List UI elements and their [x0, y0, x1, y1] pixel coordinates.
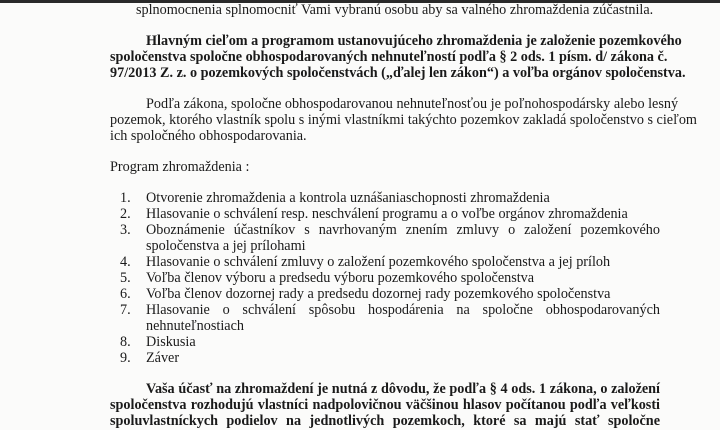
list-item-text: Voľba členov výboru a predsedu výboru pozemkového spoločenstva: [146, 270, 535, 286]
list-item-number: 5.: [120, 270, 131, 286]
para2-line-1: Podľa zákona, spoločne obhospodarovanou nehnuteľnosťou je poľnohospodársky alebo lesný: [146, 96, 679, 112]
top-line: splnomocnenia splnomocniť Vami vybranú osobu aby sa valného zhromaždenia zúčastnila.: [136, 2, 654, 18]
para1-line-1: Hlavným cieľom a programom ustanovujúceho zhromaždenia je založenie pozemkového: [146, 33, 682, 49]
list-item-text: Hlasovanie o schválení spôsobu hospodárenia na spoločne obhospodarovaných: [146, 302, 660, 318]
list-item-text: Diskusia: [146, 334, 196, 350]
list-item-number: 4.: [120, 254, 131, 270]
para2-line-2: pozemok, ktorého vlastník spolu s inými vlastníkmi takýchto pozemkov zakladá spoločenstvo s cieľom: [110, 112, 697, 128]
list-item-number: 3.: [120, 222, 131, 238]
list-item-text: Voľba členov dozornej rady a predsedu dozornej rady pozemkového spoločenstva: [146, 286, 611, 302]
list-item-text-continued: nehnuteľnostiach: [146, 318, 244, 334]
list-item-number: 6.: [120, 286, 131, 302]
list-item-text: Hlasovanie o schválení resp. neschválení programu a o voľbe orgánov zhromaždenia: [146, 206, 628, 222]
list-item-number: 9.: [120, 350, 131, 366]
list-item-number: 1.: [120, 190, 131, 206]
para3-line-3: spoluvlastníckych podielov na jednotlivých pozemkoch, ktoré sa majú stať spoločne: [110, 413, 660, 429]
list-item-text: Záver: [146, 350, 180, 366]
list-item-text: Otvorenie zhromaždenia a kontrola uznášaniaschopnosti zhromaždenia: [146, 190, 550, 206]
para3-line-1: Vaša účasť na zhromaždení je nutná z dôvodu, že podľa § 4 ods. 1 zákona, o založení: [146, 381, 660, 397]
para1-line-3: 97/2013 Z. z. o pozemkových spoločenstvách („ďalej len zákon“) a voľba orgánov spoločenstva.: [110, 65, 686, 81]
para2-line-3: ich spoločného obhospodarovania.: [110, 128, 307, 144]
para1-line-2: spoločenstva spoločne obhospodarovaných nehnuteľností podľa § 2 ods. 1 písm. d/ zákona č.: [110, 49, 668, 65]
list-item-number: 8.: [120, 334, 131, 350]
para3-line-2: spoločenstva rozhodujú vlastníci nadpolovičnou väčšinou hlasov počítanou podľa veľkosti: [110, 397, 660, 413]
list-item-text: Hlasovanie o schválení zmluvy o založení pozemkového spoločenstva a jej príloh: [146, 254, 611, 270]
program-heading: Program zhromaždenia :: [110, 159, 250, 175]
list-item-text-continued: spoločenstva a jej prílohami: [146, 238, 306, 254]
list-item-text: Oboznámenie účastníkov s navrhovaným znením zmluvy o založení pozemkového: [146, 222, 660, 238]
list-item-number: 2.: [120, 206, 131, 222]
list-item-number: 7.: [120, 302, 131, 318]
